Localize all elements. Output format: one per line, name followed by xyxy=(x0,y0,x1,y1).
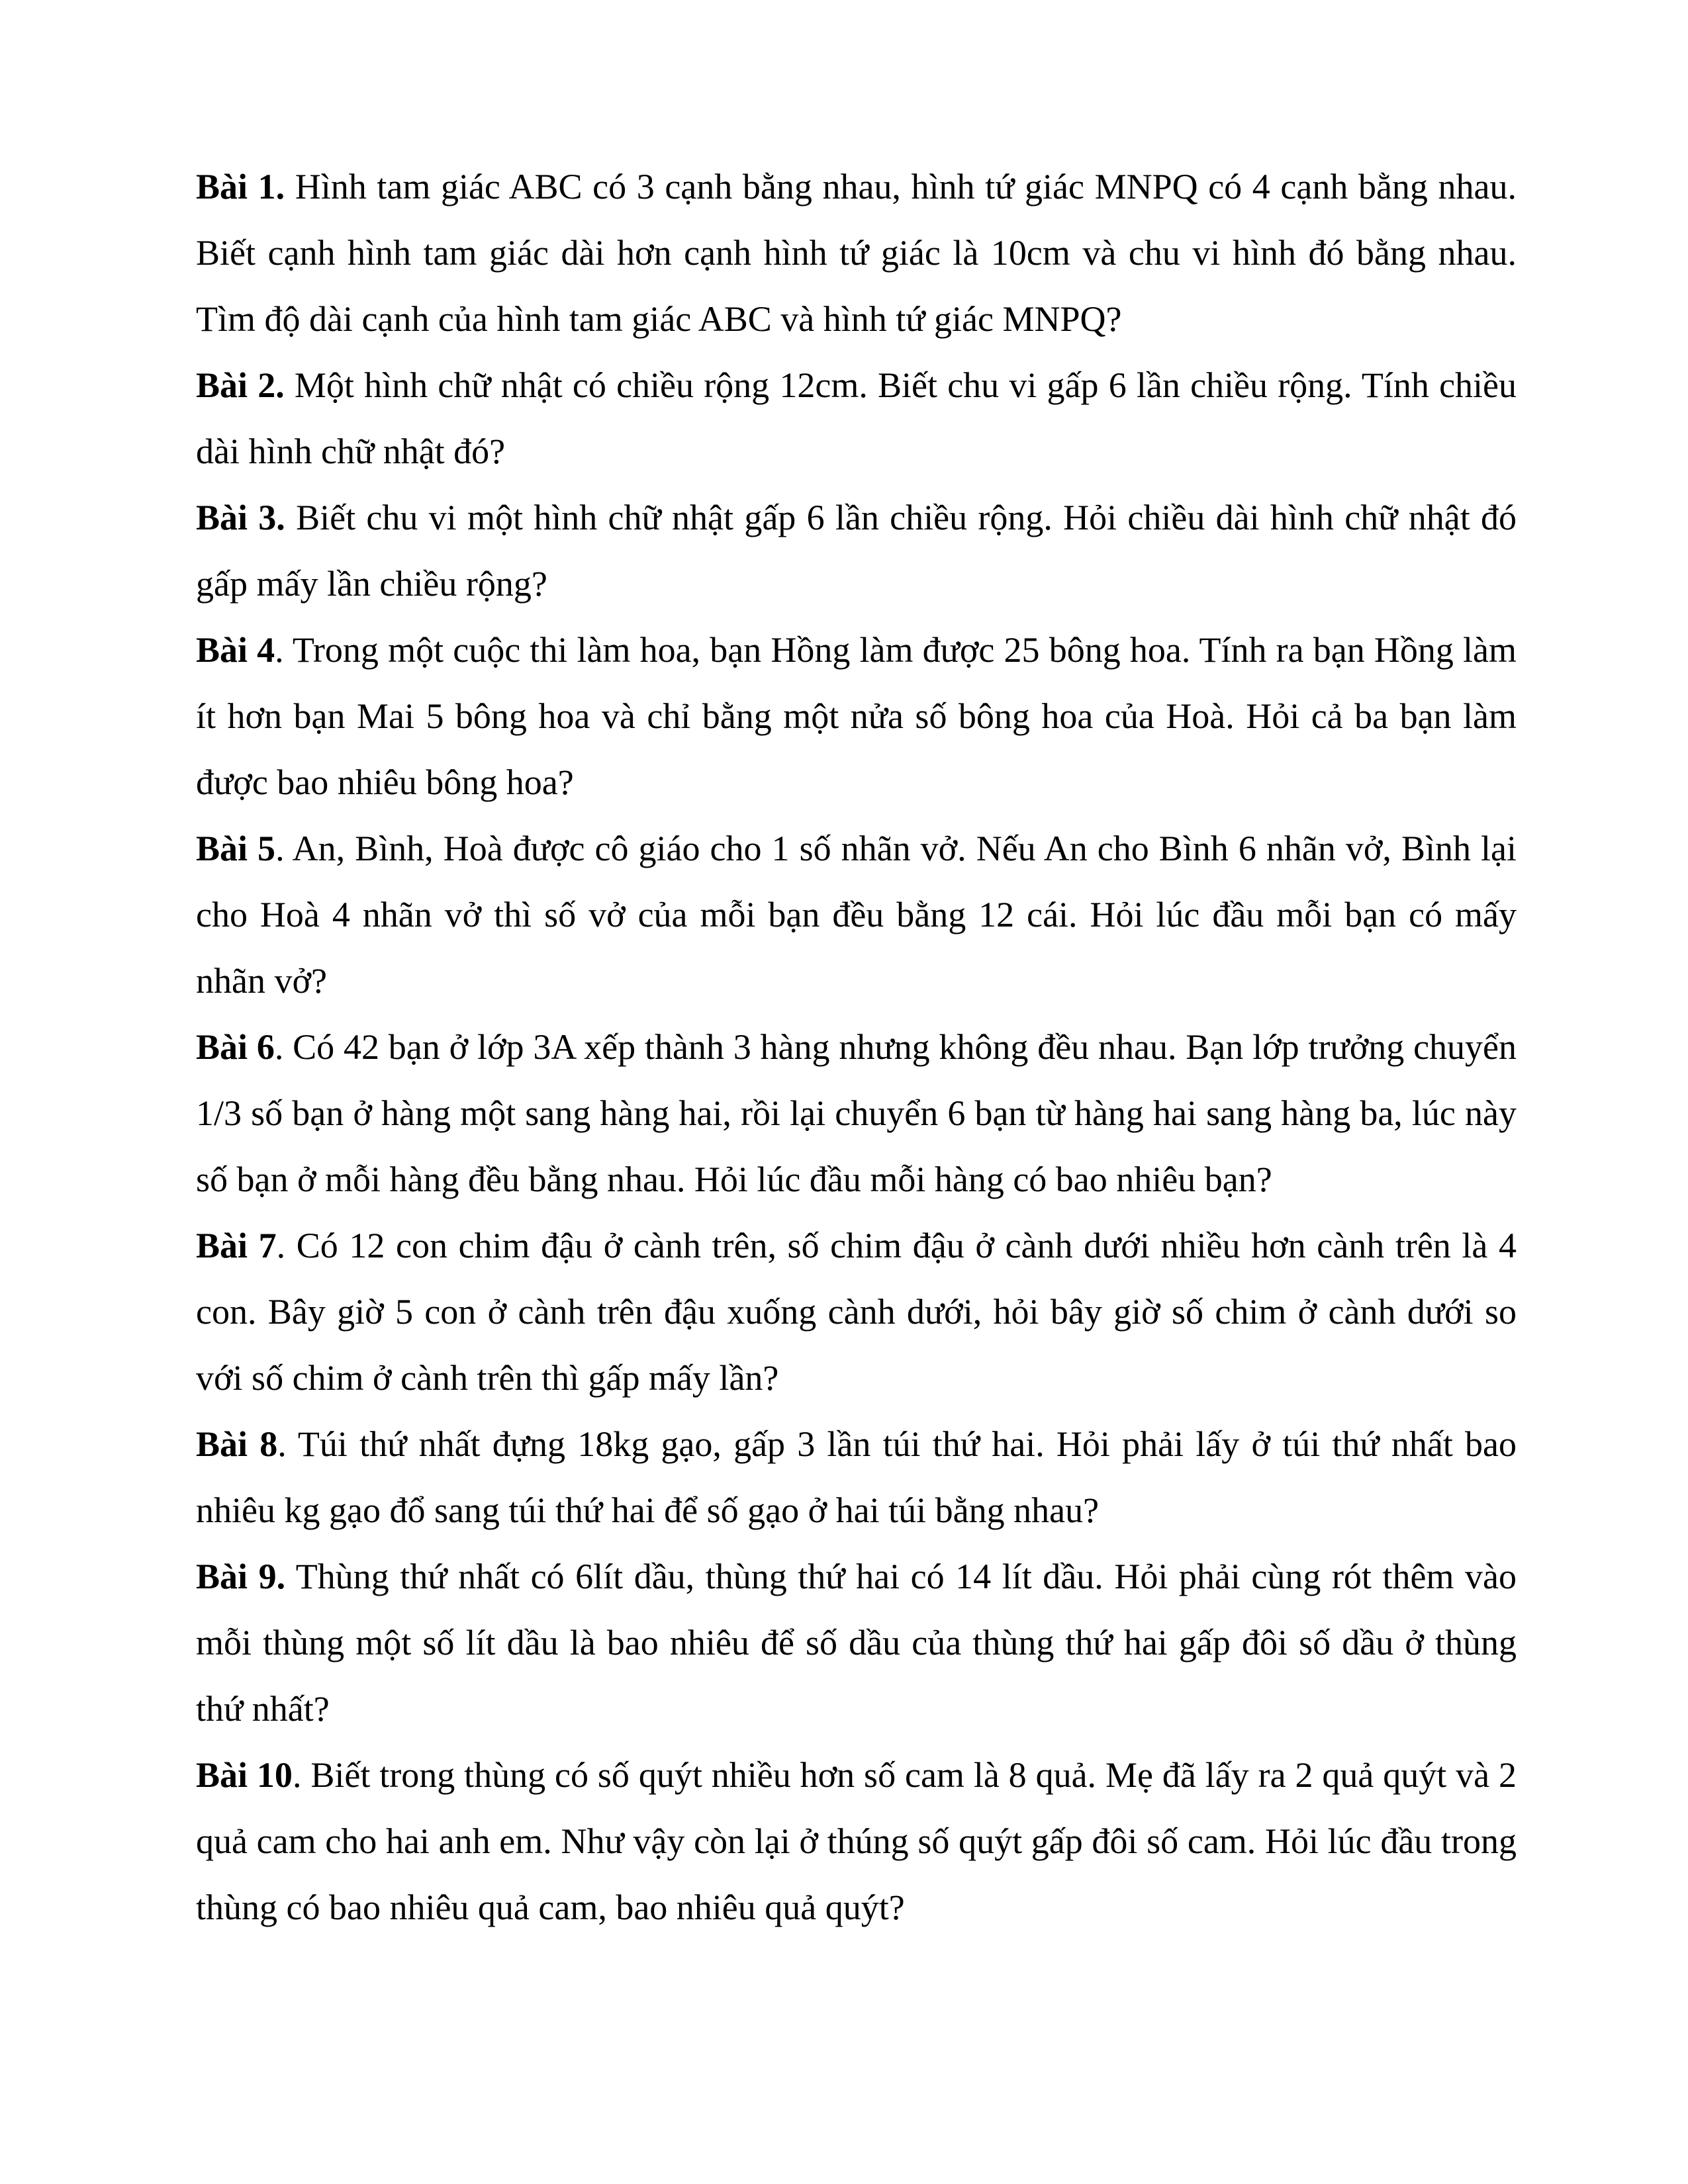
problem-list xyxy=(196,154,1517,1940)
problem-4 xyxy=(196,617,1517,815)
problem-7 xyxy=(196,1212,1517,1411)
problem-2 xyxy=(196,352,1517,484)
problem-text: . Trong một cuộc thi làm hoa, bạn Hồng làm được 25 bông hoa. Tính ra bạn Hồng làm ít hơn bạn Mai 5 bông hoa và chỉ bằng một nửa số bông hoa của Hoà. Hỏi cả ba bạn làm được bao nhiêu bông hoa? xyxy=(196,630,1517,802)
problem-label: Bài 10 xyxy=(196,1755,293,1795)
problem-text: . Có 42 bạn ở lớp 3A xếp thành 3 hàng nhưng không đều nhau. Bạn lớp trưởng chuyển 1/3 số bạn ở hàng một sang hàng hai, rồi lại chuyển 6 bạn từ hàng hai sang hàng ba, lúc này số bạn ở mỗi hàng đều bằng nhau. Hỏi lúc đầu mỗi hàng có bao nhiêu bạn? xyxy=(196,1027,1517,1199)
problem-text: Biết chu vi một hình chữ nhật gấp 6 lần chiều rộng. Hỏi chiều dài hình chữ nhật đó gấp mấy lần chiều rộng? xyxy=(196,498,1517,604)
problem-label: Bài 4 xyxy=(196,630,275,670)
problem-label: Bài 9. xyxy=(196,1557,286,1596)
problem-10 xyxy=(196,1742,1517,1940)
problem-label: Bài 1. xyxy=(196,167,285,206)
problem-3 xyxy=(196,484,1517,617)
problem-text: Hình tam giác ABC có 3 cạnh bằng nhau, hình tứ giác MNPQ có 4 cạnh bằng nhau. Biết cạnh hình tam giác dài hơn cạnh hình tứ giác là 10cm và chu vi hình đó bằng nhau. Tìm độ dài cạnh của hình tam giác ABC và hình tứ giác MNPQ? xyxy=(196,167,1517,339)
problem-5 xyxy=(196,815,1517,1014)
problem-text: . Có 12 con chim đậu ở cành trên, số chim đậu ở cành dưới nhiều hơn cành trên là 4 con. Bây giờ 5 con ở cành trên đậu xuống cành dưới, hỏi bây giờ số chim ở cành dưới so với số chim ở cành trên thì gấp mấy lần? xyxy=(196,1226,1517,1398)
problem-label: Bài 8 xyxy=(196,1424,278,1464)
problem-text: . An, Bình, Hoà được cô giáo cho 1 số nhãn vở. Nếu An cho Bình 6 nhãn vở, Bình lại cho Hoà 4 nhãn vở thì số vở của mỗi bạn đều bằng 12 cái. Hỏi lúc đầu mỗi bạn có mấy nhãn vở? xyxy=(196,829,1517,1001)
problem-text: . Biết trong thùng có số quýt nhiều hơn số cam là 8 quả. Mẹ đã lấy ra 2 quả quýt và 2 quả cam cho hai anh em. Như vậy còn lại ở thúng số quýt gấp đôi số cam. Hỏi lúc đầu trong thùng có bao nhiêu quả cam, bao nhiêu quả quýt? xyxy=(196,1755,1517,1927)
problem-9 xyxy=(196,1543,1517,1742)
problem-1 xyxy=(196,154,1517,352)
problem-label: Bài 7 xyxy=(196,1226,277,1265)
problem-text: Thùng thứ nhất có 6lít dầu, thùng thứ hai có 14 lít dầu. Hỏi phải cùng rót thêm vào mỗi thùng một số lít dầu là bao nhiêu để số dầu của thùng thứ hai gấp đôi số dầu ở thùng thứ nhất? xyxy=(196,1557,1517,1729)
problem-text: Một hình chữ nhật có chiều rộng 12cm. Biết chu vi gấp 6 lần chiều rộng. Tính chiều dài hình chữ nhật đó? xyxy=(196,365,1517,471)
problem-8 xyxy=(196,1411,1517,1543)
problem-6 xyxy=(196,1014,1517,1212)
problem-text: . Túi thứ nhất đựng 18kg gạo, gấp 3 lần túi thứ hai. Hỏi phải lấy ở túi thứ nhất bao nhiêu kg gạo đổ sang túi thứ hai để số gạo ở hai túi bằng nhau? xyxy=(196,1424,1517,1530)
problem-label: Bài 6 xyxy=(196,1027,275,1067)
problem-label: Bài 3. xyxy=(196,498,285,537)
problem-label: Bài 5 xyxy=(196,829,276,868)
problem-label: Bài 2. xyxy=(196,365,285,405)
